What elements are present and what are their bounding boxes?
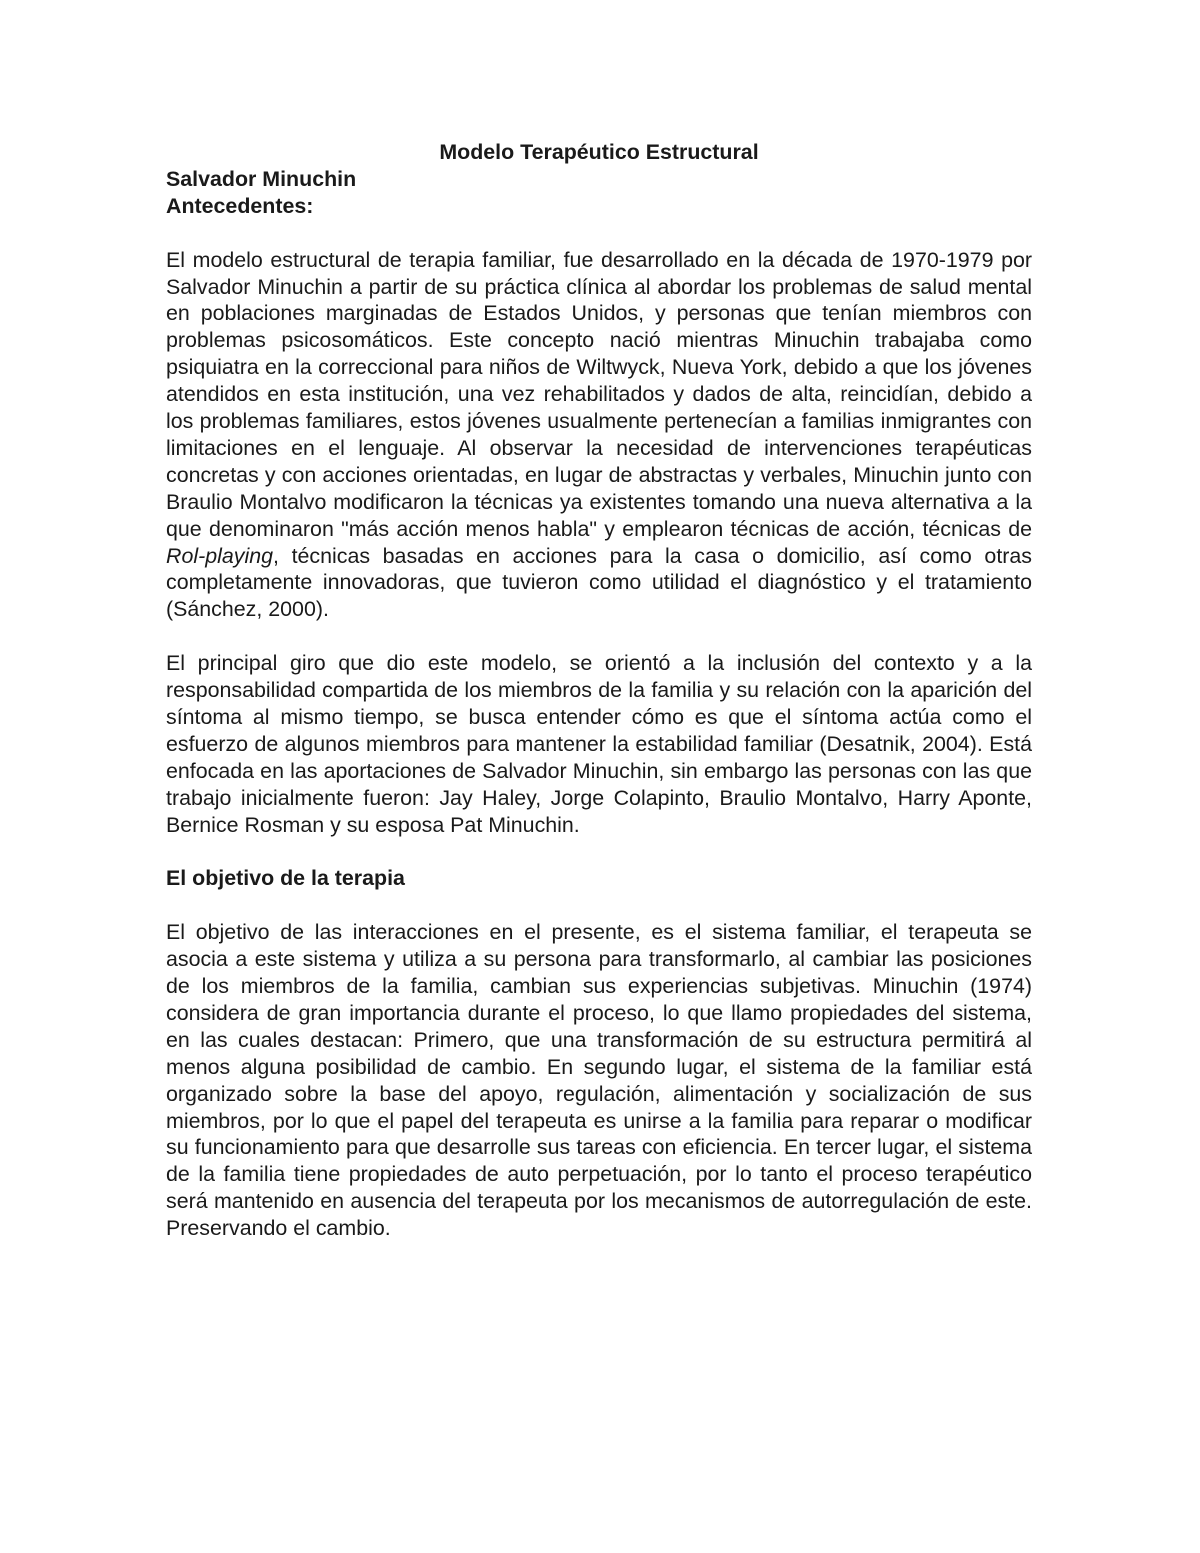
paragraph-giro: El principal giro que dio este modelo, se orientó a la inclusión del contexto y a la responsabilidad compartida de los miembros de la familia y su relación con la aparición del síntoma al mismo tiempo, se busca entender cómo es que el síntoma actúa como el esfuerzo de algunos miembros para mantener la estabilidad familiar (Desatnik, 2004). Está enfocada en las aportaciones de Salvador Minuchin, sin embargo las personas con las que trabajo inicialmente fueron: Jay Haley, Jorge Colapinto, Braulio Montalvo, Harry Aponte, Bernice Rosman y su esposa Pat Minuchin.: [166, 651, 1032, 837]
author-heading: Salvador Minuchin: [166, 166, 357, 191]
paragraph-text: El modelo estructural de terapia familiar, fue desarrollado en la década de 1970-1979 por Salvador Minuchin a partir de su práctica clínica al abordar los problemas de salud mental en poblaciones marginadas de Estados Unidos, y personas que tenían miembros con problemas psicosomáticos. Este concepto nació mientras Minuchin trabajaba como psiquiatra en la correccional para niños de Wiltwyck, Nueva York, debido a que los jóvenes atendidos en esta institución, una vez rehabilitados y dados de alta, reincidían, debido a los problemas familiares, estos jóvenes usualmente pertenecían a familias inmigrantes con limitaciones en el lenguaje. Al observar la necesidad de intervenciones terapéuticas concretas y con acciones orientadas, en lugar de abstractas y verbales, Minuchin junto con Braulio Montalvo modificaron la técnicas ya existentes tomando una nueva alternativa a la que denominaron "más acción menos habla" y emplearon técnicas de acción, técnicas de: [166, 247, 1032, 541]
section-heading-antecedentes: Antecedentes:: [166, 193, 314, 218]
document-title: Modelo Terapéutico Estructural: [439, 140, 759, 164]
section-heading-objetivo: El objetivo de la terapia: [166, 866, 405, 891]
paragraph-spacer: [166, 623, 1032, 650]
paragraph-spacer: [166, 892, 1032, 919]
paragraph-text: , técnicas basadas en acciones para la casa o domicilio, así como otras completamente innovadoras, que tuvieron como utilidad el diagnóstico y el tratamiento (Sánchez, 2000).: [166, 543, 1032, 622]
document-body: [166, 139, 1032, 1242]
paragraph-objetivo: El objetivo de las interacciones en el presente, es el sistema familiar, el terapeuta se asocia a este sistema y utiliza a su persona para transformarlo, al cambiar las posiciones de los miembros de la familia, cambian sus experiencias subjetivas. Minuchin (1974) considera de gran importancia durante el proceso, lo que llamo propiedades del sistema, en las cuales destacan: Primero, que una transformación de su estructura permitirá al menos alguna posibilidad de cambio. En segundo lugar, el sistema de la familiar está organizado sobre la base del apoyo, regulación, alimentación y socialización de sus miembros, por lo que el papel del terapeuta es unirse a la familia para reparar o modificar su funcionamiento para que desarrolle sus tareas con eficiencia. En tercer lugar, el sistema de la familia tiene propiedades de auto perpetuación, por lo tanto el proceso terapéutico será mantenido en ausencia del terapeuta por los mecanismos de autorregulación de este. Preservando el cambio.: [166, 920, 1032, 1241]
paragraph-spacer: [166, 839, 1032, 866]
paragraph-spacer: [166, 220, 1032, 247]
paragraph-antecedentes: [166, 247, 1032, 624]
italic-term: Rol-playing: [166, 543, 274, 568]
